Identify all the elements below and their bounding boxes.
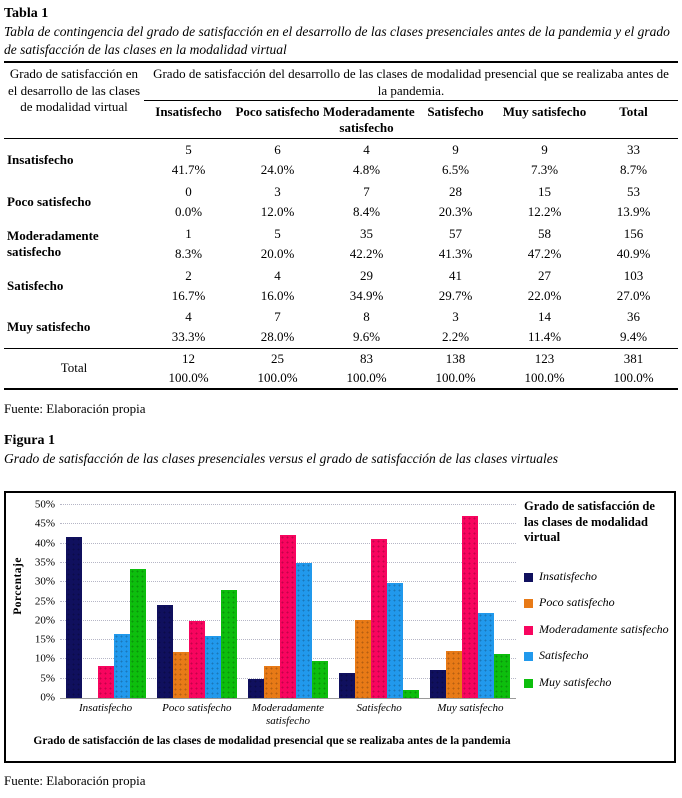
- cell-percent: 100.0%: [524, 370, 565, 386]
- y-tick-label: 30%: [34, 575, 55, 588]
- bar-insatisfecho: [157, 605, 173, 698]
- x-tick-label-satisfecho: Satisfecho: [356, 702, 402, 714]
- bar-satisfecho: [387, 583, 403, 698]
- cell-percent: 40.9%: [616, 245, 651, 261]
- table-row-total-cell: [411, 349, 500, 389]
- cell-count: 57: [449, 225, 462, 241]
- table-row-total-cell: [589, 349, 678, 389]
- table-row-poco-satisfecho-cell: [233, 181, 322, 223]
- bar-moderadamente-satisfecho: [371, 539, 387, 698]
- cell-percent: 34.9%: [349, 287, 384, 303]
- legend-title: Grado de satisfacción de las clases de modalidad virtual: [524, 499, 655, 544]
- cell-percent: 8.3%: [174, 245, 203, 261]
- bar-group-muy-satisfecho: [427, 505, 513, 698]
- y-tick-label: 0%: [40, 691, 55, 704]
- table-row-satisfecho-cell: [589, 265, 678, 307]
- table-row-muy-satisfecho-cell: [411, 307, 500, 349]
- document-page: [4, 5, 678, 789]
- y-tick-label: 45%: [34, 517, 55, 530]
- legend-item-insatisfecho: [524, 570, 670, 584]
- bar-satisfecho: [205, 636, 221, 698]
- table-row-poco-satisfecho-cell: [411, 181, 500, 223]
- cell-count: 103: [623, 267, 644, 283]
- cell-count: 138: [445, 351, 466, 367]
- bar-moderadamente-satisfecho: [98, 666, 114, 698]
- bar-satisfecho: [296, 563, 312, 698]
- table-row-total: [4, 349, 678, 389]
- table-row-poco-satisfecho-label: Poco satisfecho: [7, 193, 92, 209]
- bar-satisfecho: [114, 634, 130, 698]
- cell-count: 9: [452, 141, 459, 157]
- cell-count: 15: [538, 183, 551, 199]
- bar-muy-satisfecho: [130, 569, 146, 698]
- cell-percent: 12.2%: [527, 203, 562, 219]
- table-row-muy-satisfecho-cell: [144, 307, 233, 349]
- plot-area: [34, 498, 516, 704]
- bar-group-insatisfecho: [63, 505, 149, 698]
- cell-count: 33: [627, 141, 640, 157]
- cell-percent: 7.3%: [530, 161, 559, 177]
- table-label: Tabla 1: [4, 6, 49, 21]
- cell-count: 29: [360, 267, 373, 283]
- cell-count: 1: [185, 225, 192, 241]
- bar-insatisfecho: [66, 537, 82, 698]
- column-header-satisfecho: Satisfecho: [411, 101, 500, 139]
- table-row-poco-satisfecho-cell: [500, 181, 589, 223]
- table-row-moderadamente-satisfecho-label: Moderadamente satisfecho: [7, 227, 99, 259]
- bar-muy-satisfecho: [494, 654, 510, 698]
- figure-label: Figura 1: [4, 432, 55, 448]
- bar-moderadamente-satisfecho: [462, 516, 478, 698]
- column-header-moderadamente-satisfecho: Moderadamente satisfecho: [322, 101, 411, 139]
- table-header: [4, 62, 678, 139]
- legend-swatch-icon: [524, 626, 533, 635]
- plot-region: [6, 493, 522, 761]
- table-row-poco-satisfecho-cell: [589, 181, 678, 223]
- bar-insatisfecho: [339, 673, 355, 698]
- cell-percent: 20.0%: [260, 245, 295, 261]
- legend-item-label: Satisfecho: [539, 648, 589, 662]
- cell-count: 4: [274, 267, 281, 283]
- table-row-poco-satisfecho-cell: [144, 181, 233, 223]
- cell-count: 14: [538, 309, 551, 325]
- table-row-muy-satisfecho-cell: [322, 307, 411, 349]
- table-row-total-label: Total: [4, 349, 144, 389]
- x-tick-label-moderadamente-satisfecho: Moderadamente satisfecho: [251, 702, 325, 727]
- cell-percent: 8.4%: [352, 203, 381, 219]
- cell-percent: 11.4%: [527, 329, 562, 345]
- table-row-moderadamente-satisfecho: [4, 223, 678, 265]
- table-row-poco-satisfecho: [4, 181, 678, 223]
- cell-count: 53: [627, 183, 640, 199]
- table-row-insatisfecho-cell: [144, 139, 233, 181]
- table-row-insatisfecho: [4, 139, 678, 181]
- bar-poco-satisfecho: [264, 666, 280, 698]
- bar-group-poco-satisfecho: [154, 505, 240, 698]
- legend-item-poco-satisfecho: [524, 596, 670, 610]
- table-row-insatisfecho-cell: [233, 139, 322, 181]
- cell-percent: 4.8%: [352, 161, 381, 177]
- table-row-total-cell: [322, 349, 411, 389]
- cell-percent: 0.0%: [174, 203, 203, 219]
- cell-count: 35: [360, 225, 373, 241]
- table-caption: Tabla de contingencia del grado de satisfacción en el desarrollo de las clases presenciales antes de la pandemia y el grado de satisfacción de las clases en la modalidad virtual: [4, 24, 670, 57]
- table-row-satisfecho-cell: [411, 265, 500, 307]
- legend-swatch-icon: [524, 573, 533, 582]
- cell-percent: 22.0%: [527, 287, 562, 303]
- bar-group-satisfecho: [336, 505, 422, 698]
- cell-percent: 13.9%: [616, 203, 651, 219]
- cell-count: 58: [538, 225, 551, 241]
- cell-count: 4: [185, 309, 192, 325]
- cell-percent: 9.6%: [352, 329, 381, 345]
- bar-chart: [4, 491, 676, 763]
- row-group-header: Grado de satisfacción en el desarrollo de las clases de modalidad virtual: [4, 62, 144, 139]
- y-tick-label: 40%: [34, 537, 55, 550]
- table-row-satisfecho-cell: [144, 265, 233, 307]
- table-row-insatisfecho-label: Insatisfecho: [7, 151, 74, 167]
- legend-item-label: Muy satisfecho: [539, 674, 612, 689]
- column-header-total: Total: [589, 101, 678, 139]
- cell-count: 3: [274, 183, 281, 199]
- cell-count: 8: [363, 309, 370, 325]
- cell-percent: 8.7%: [619, 161, 648, 177]
- cell-percent: 100.0%: [346, 370, 387, 386]
- legend-item-moderadamente-satisfecho: [524, 623, 670, 637]
- cell-count: 7: [363, 183, 370, 199]
- cell-percent: 41.3%: [438, 245, 473, 261]
- table-row-insatisfecho-cell: [589, 139, 678, 181]
- cell-count: 36: [627, 309, 640, 325]
- x-axis-tick-labels: [60, 702, 516, 734]
- bar-moderadamente-satisfecho: [280, 535, 296, 698]
- cell-percent: 16.7%: [171, 287, 206, 303]
- cell-percent: 42.2%: [349, 245, 384, 261]
- figure-caption: Grado de satisfacción de las clases presenciales versus el grado de satisfacción de las clases virtuales: [4, 450, 559, 466]
- cell-count: 9: [541, 141, 548, 157]
- cell-percent: 47.2%: [527, 245, 562, 261]
- legend-item-label: Moderadamente satisfecho: [539, 621, 669, 636]
- column-header-poco-satisfecho: Poco satisfecho: [233, 101, 322, 139]
- legend-swatch-icon: [524, 599, 533, 608]
- column-header-muy-satisfecho: Muy satisfecho: [500, 101, 589, 139]
- cell-count: 12: [182, 351, 195, 367]
- cell-percent: 29.7%: [438, 287, 473, 303]
- x-axis-title: Grado de satisfacción de las clases de modalidad presencial que se realizaba antes de la pandemia: [33, 735, 511, 747]
- table-row-muy-satisfecho-label: Muy satisfecho: [7, 319, 91, 335]
- y-tick-label: 50%: [34, 498, 55, 511]
- table-row-satisfecho-cell: [500, 265, 589, 307]
- contingency-table: [4, 61, 678, 390]
- table-row-muy-satisfecho-cell: [500, 307, 589, 349]
- table-row-satisfecho: [4, 265, 678, 307]
- cell-count: 5: [185, 141, 192, 157]
- cell-count: 381: [623, 351, 644, 367]
- legend-item-muy-satisfecho: [524, 676, 670, 690]
- cell-count: 25: [271, 351, 284, 367]
- bar-groups: [60, 505, 516, 698]
- bar-muy-satisfecho: [221, 590, 237, 698]
- cell-percent: 9.4%: [619, 329, 648, 345]
- bar-muy-satisfecho: [312, 661, 328, 698]
- cell-count: 5: [274, 225, 281, 241]
- cell-count: 0: [185, 183, 192, 199]
- cell-percent: 100.0%: [257, 370, 298, 386]
- table-row-muy-satisfecho-cell: [233, 307, 322, 349]
- table-row-total-cell: [500, 349, 589, 389]
- table-row-total-cell: [233, 349, 322, 389]
- chart-legend: [522, 493, 674, 761]
- table-row-moderadamente-satisfecho-cell: [500, 223, 589, 265]
- bar-muy-satisfecho: [403, 690, 419, 698]
- bar-satisfecho: [478, 613, 494, 698]
- cell-count: 3: [452, 309, 459, 325]
- cell-count: 27: [538, 267, 551, 283]
- y-tick-label: 10%: [34, 652, 55, 665]
- legend-item-label: Poco satisfecho: [539, 595, 615, 609]
- table-row-insatisfecho-cell: [500, 139, 589, 181]
- table-row-total-cell: [144, 349, 233, 389]
- table-row-moderadamente-satisfecho-cell: [322, 223, 411, 265]
- table-total-row: [4, 349, 678, 389]
- cell-percent: 16.0%: [260, 287, 295, 303]
- table-body: [4, 139, 678, 349]
- x-tick-label-muy-satisfecho: Muy satisfecho: [437, 702, 504, 714]
- table-row-muy-satisfecho: [4, 307, 678, 349]
- x-tick-label-insatisfecho: Insatisfecho: [79, 702, 133, 714]
- cell-percent: 100.0%: [435, 370, 476, 386]
- cell-percent: 24.0%: [260, 161, 295, 177]
- table-row-moderadamente-satisfecho-cell: [589, 223, 678, 265]
- table-row-moderadamente-satisfecho-cell: [411, 223, 500, 265]
- y-tick-label: 35%: [34, 556, 55, 569]
- column-header-insatisfecho: Insatisfecho: [144, 101, 233, 139]
- figure-source: Fuente: Elaboración propia: [4, 773, 146, 788]
- legend-item-satisfecho: [524, 649, 670, 663]
- cell-percent: 2.2%: [441, 329, 470, 345]
- bar-insatisfecho: [248, 679, 264, 698]
- cell-count: 2: [185, 267, 192, 283]
- cell-count: 7: [274, 309, 281, 325]
- legend-swatch-icon: [524, 652, 533, 661]
- cell-percent: 41.7%: [171, 161, 206, 177]
- cell-count: 156: [623, 225, 644, 241]
- table-row-satisfecho-cell: [322, 265, 411, 307]
- bar-insatisfecho: [430, 670, 446, 698]
- table-row-insatisfecho-cell: [411, 139, 500, 181]
- bar-poco-satisfecho: [355, 620, 371, 698]
- y-tick-label: 20%: [34, 614, 55, 627]
- column-group-header: Grado de satisfacción del desarrollo de las clases de modalidad presencial que se realizaba antes de la pandemia.: [144, 62, 678, 101]
- bar-moderadamente-satisfecho: [189, 621, 205, 698]
- y-tick-label: 15%: [34, 633, 55, 646]
- table-row-muy-satisfecho-cell: [589, 307, 678, 349]
- cell-count: 6: [274, 141, 281, 157]
- cell-percent: 28.0%: [260, 329, 295, 345]
- table-row-satisfecho-cell: [233, 265, 322, 307]
- cell-count: 123: [534, 351, 555, 367]
- table-row-insatisfecho-cell: [322, 139, 411, 181]
- legend-item-label: Insatisfecho: [539, 568, 597, 583]
- cell-count: 41: [449, 267, 462, 283]
- legend-items: [524, 570, 670, 690]
- table-row-poco-satisfecho-cell: [322, 181, 411, 223]
- cell-percent: 27.0%: [616, 287, 651, 303]
- cell-percent: 100.0%: [168, 370, 209, 386]
- cell-percent: 20.3%: [438, 203, 473, 219]
- table-row-satisfecho-label: Satisfecho: [7, 277, 64, 293]
- table-row-moderadamente-satisfecho-cell: [233, 223, 322, 265]
- cell-count: 4: [363, 141, 370, 157]
- y-tick-label: 25%: [34, 595, 55, 607]
- cell-percent: 6.5%: [441, 161, 470, 177]
- legend-swatch-icon: [524, 679, 533, 688]
- cell-percent: 12.0%: [260, 203, 295, 219]
- cell-percent: 33.3%: [171, 329, 206, 345]
- bar-group-moderadamente-satisfecho: [245, 505, 331, 698]
- bar-poco-satisfecho: [173, 652, 189, 698]
- cell-percent: 100.0%: [613, 370, 654, 386]
- y-axis-title: Porcentaje: [12, 557, 24, 615]
- bar-poco-satisfecho: [446, 651, 462, 698]
- table-row-moderadamente-satisfecho-cell: [144, 223, 233, 265]
- table-source: Fuente: Elaboración propia: [4, 400, 146, 416]
- x-tick-label-poco-satisfecho: Poco satisfecho: [162, 702, 232, 714]
- plot-column: [24, 498, 520, 757]
- cell-count: 83: [360, 351, 373, 367]
- y-tick-label: 5%: [40, 672, 55, 685]
- cell-count: 28: [449, 183, 462, 199]
